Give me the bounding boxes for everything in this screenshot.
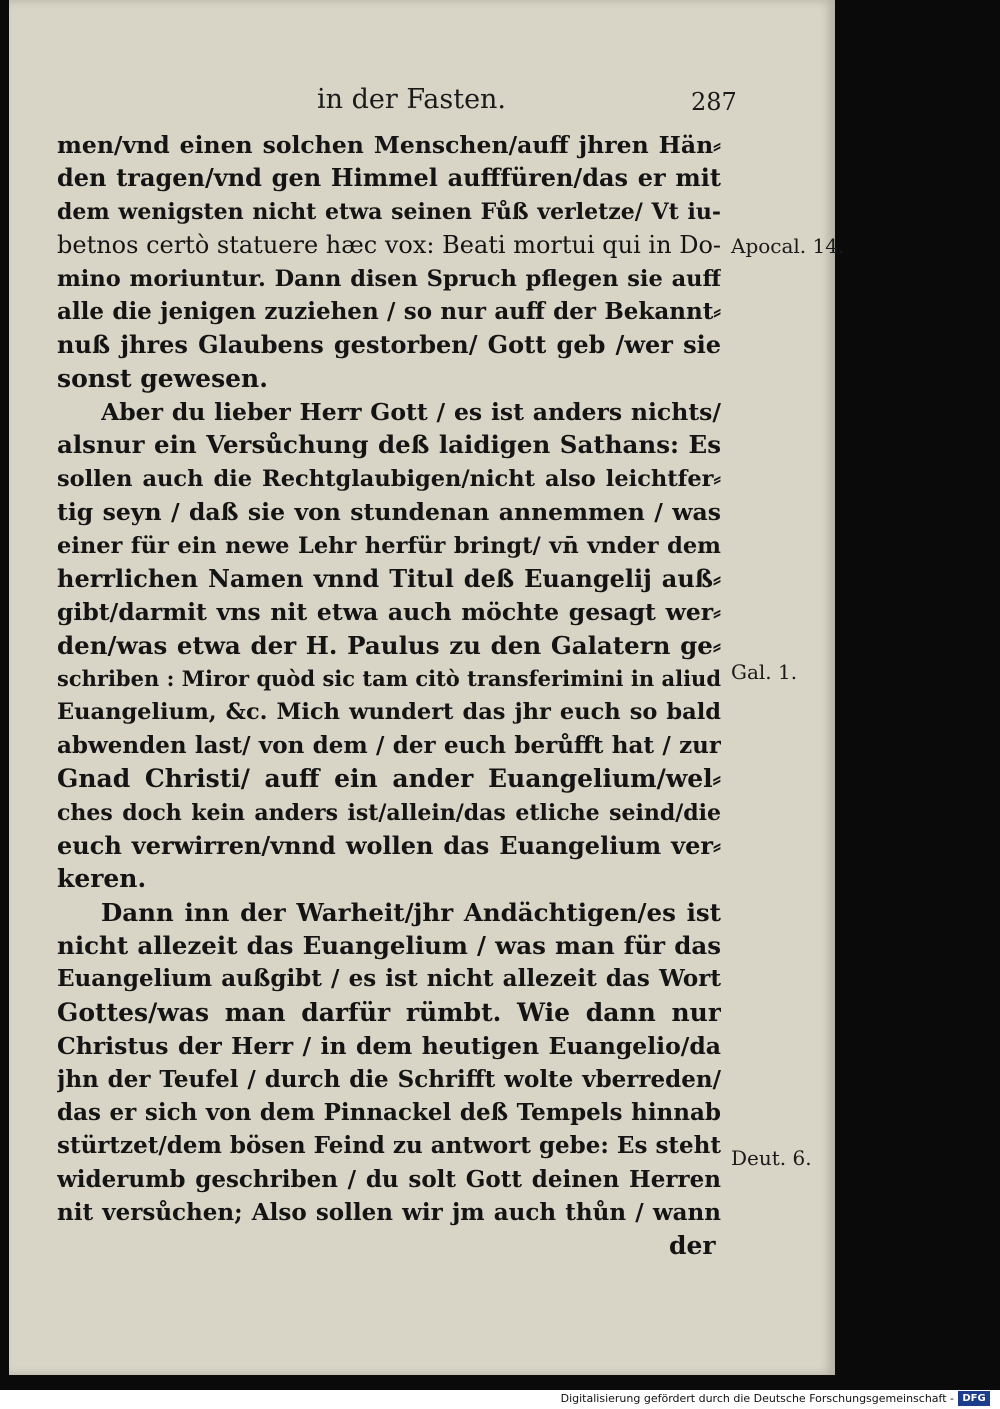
text-line: mino moriuntur. Dann disen Spruch pflegen sie auff: [57, 266, 721, 292]
text-line: alle die jenigen zuziehen / so nur auff der Bekannt⸗: [57, 298, 721, 325]
text-line: Euangelium, &c. Mich wundert das jhr euch so bald: [57, 699, 721, 725]
dfg-logo: DFG: [958, 1391, 990, 1406]
text-line: nit versůchen; Also sollen wir jm auch thůn / wann: [57, 1199, 721, 1226]
text-line: euch verwirren/vnnd wollen das Euangelium ver⸗: [57, 831, 721, 860]
text-line: Euangelium außgibt / es ist nicht allezeit das Wort: [57, 965, 721, 992]
text-line: nicht allezeit das Euangelium / was man für das: [57, 931, 721, 960]
text-line: keren.: [57, 864, 147, 893]
text-line: nuß jhres Glaubens gestorben/ Gott geb /wer sie: [57, 330, 721, 359]
book-page: [9, 0, 845, 1375]
text-line: widerumb geschriben / du solt Gott deinen Herren: [57, 1166, 721, 1193]
text-line: der: [669, 1231, 716, 1260]
text-line: den/was etwa der H. Paulus zu den Galatern ge⸗: [57, 631, 721, 660]
text-line: men/vnd einen solchen Menschen/auff jhren Hän⸗: [57, 131, 721, 159]
digitization-credit: Digitalisierung gefördert durch die Deutsche Forschungsgemeinschaft -: [560, 1392, 954, 1405]
text-line: herrlichen Namen vnnd Titul deß Euangelij auß⸗: [57, 564, 721, 593]
text-line: tig seyn / daß sie von stundenan annemmen / was: [57, 498, 721, 526]
text-line: alsnur ein Versůchung deß laidigen Sathans: Es: [57, 430, 721, 459]
text-line: den tragen/vnd gen Himmel aufffüren/das er mit: [57, 163, 721, 192]
text-line: jhn der Teufel / durch die Schrifft wolte vberreden/: [57, 1066, 721, 1093]
text-line: sollen auch die Rechtglaubigen/nicht also leichtfer⸗: [57, 466, 721, 492]
text-line: Dann inn der Warheit/jhr Andächtigen/es ist: [101, 898, 721, 927]
text-line: stürtzet/dem bösen Feind zu antwort gebe: Es steht: [57, 1132, 721, 1159]
margin-note: Apocal. 14.: [731, 234, 845, 258]
running-head: in der Fasten.: [317, 84, 507, 115]
page-number: 287: [691, 88, 737, 116]
text-line: Gottes/was man darfür rümbt. Wie dann nur: [57, 998, 721, 1027]
text-line: Christus der Herr / in dem heutigen Euangelio/da: [57, 1032, 721, 1060]
text-line: ches doch kein anders ist/allein/das etliche seind/die: [57, 800, 721, 826]
text-line: einer für ein newe Lehr herfür bringt/ vn̄ vnder dem: [57, 533, 721, 559]
text-line: schriben : Miror quòd sic tam citò transferimini in aliud: [57, 666, 721, 691]
text-line: Aber du lieber Herr Gott / es ist anders nichts/: [101, 398, 721, 426]
text-line: gibt/darmit vns nit etwa auch möchte gesagt wer⸗: [57, 598, 721, 626]
margin-note: Deut. 6.: [731, 1146, 812, 1170]
text-line: dem wenigsten nicht etwa seinen Fůß verletze/ Vt iu-: [57, 199, 721, 225]
text-line: das er sich von dem Pinnackel deß Tempels hinnab: [57, 1099, 721, 1126]
text-line: Gnad Christi/ auff ein ander Euangelium/wel⸗: [57, 764, 721, 793]
margin-note: Gal. 1.: [731, 660, 798, 684]
text-line: sonst gewesen.: [57, 364, 268, 393]
text-line: abwenden last/ von dem / der euch berůfft hat / zur: [57, 732, 721, 759]
text-line: betnos certò statuere hæc vox: Beati mortui qui in Do-: [57, 231, 721, 259]
